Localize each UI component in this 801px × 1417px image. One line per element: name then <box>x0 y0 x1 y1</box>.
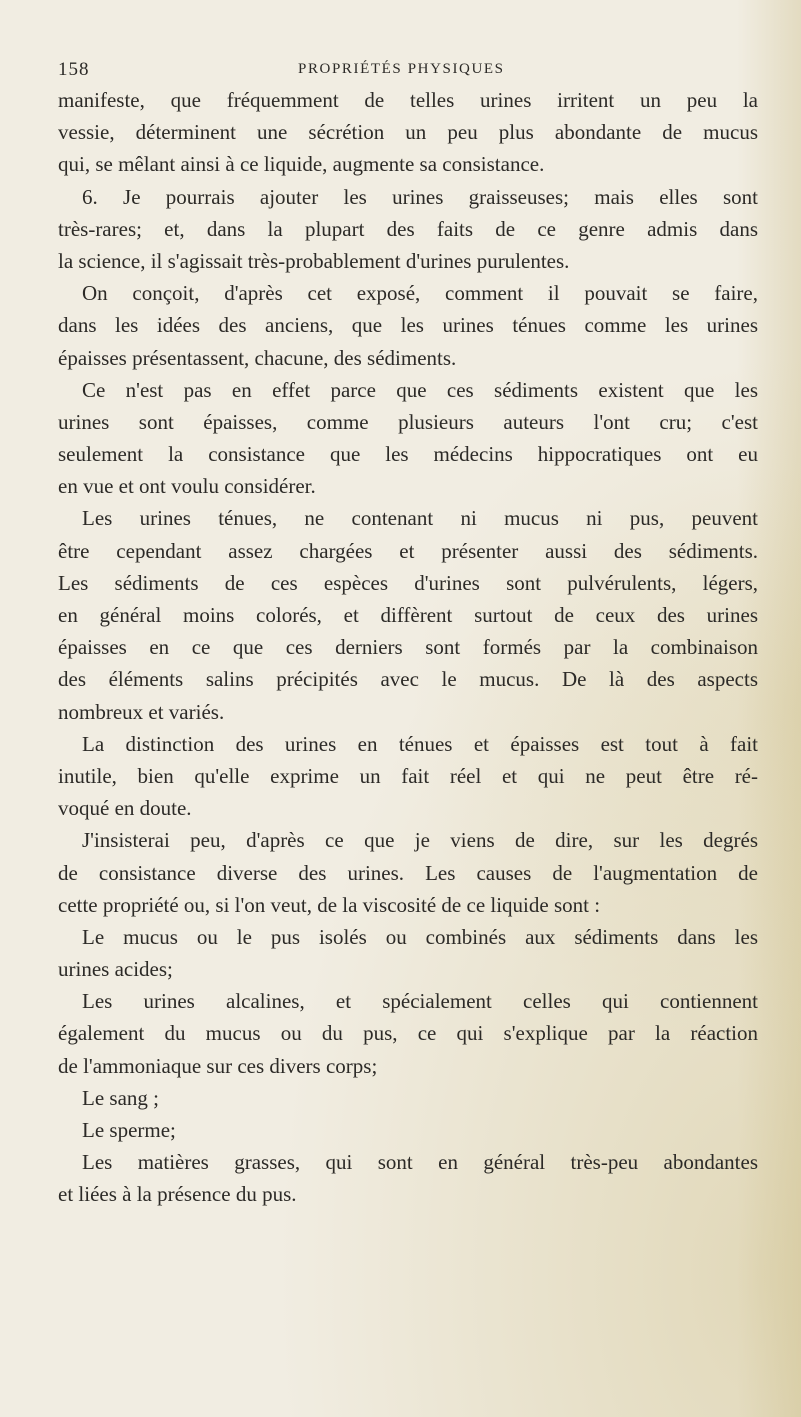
text-line: manifeste, que fréquemment de telles urines irritent un peu la <box>58 88 758 112</box>
text-line: urines acides; <box>58 957 173 982</box>
text-line: en général moins colorés, et diffèrent surtout de ceux des urines <box>58 603 758 627</box>
text-line: qui, se mêlant ainsi à ce liquide, augmente sa consistance. <box>58 152 545 177</box>
text-line: vessie, déterminent une sécrétion un peu plus abondante de mucus <box>58 120 758 145</box>
text-line: Le sang ; <box>82 1085 159 1110</box>
text-line: épaisses en ce que ces derniers sont formés par la combinaison <box>58 635 758 660</box>
text-line: Les matières grasses, qui sont en général très-peu abondantes <box>82 1150 758 1175</box>
text-line: Le mucus ou le pus isolés ou combinés aux sédiments dans les <box>82 924 758 949</box>
text-line: de consistance diverse des urines. Les causes de l'augmentation de <box>58 860 758 885</box>
text-line: voqué en doute. <box>58 796 192 821</box>
text-line: Les sédiments de ces espèces d'urines sont pulvérulents, légers, <box>58 570 758 595</box>
text-line: urines sont épaisses, comme plusieurs auteurs l'ont cru; c'est <box>58 409 758 434</box>
body-text <box>58 84 758 1211</box>
text-line: seulement la consistance que les médecins hippocratiques ont eu <box>58 442 758 467</box>
text-line: très-rares; et, dans la plupart des faits de ce genre admis dans <box>58 216 758 241</box>
text-line: Le sperme; <box>82 1118 176 1142</box>
text-line: Ce n'est pas en effet parce que ces sédiments existent que les <box>82 377 758 402</box>
running-title: PROPRIÉTÉS PHYSIQUES <box>298 61 505 77</box>
text-line: également du mucus ou du pus, ce qui s'explique par la réaction <box>58 1021 758 1046</box>
page-number: 158 <box>58 59 90 80</box>
text-line: Les urines alcalines, et spécialement celles qui contiennent <box>82 989 758 1014</box>
text-line: J'insisterai peu, d'après ce que je viens de dire, sur les degrés <box>82 828 758 853</box>
text-line: On conçoit, d'après cet exposé, comment il pouvait se faire, <box>82 281 758 306</box>
text-line: Les urines ténues, ne contenant ni mucus ni pus, peuvent <box>82 506 758 531</box>
text-line: la science, il s'agissait très-probablement d'urines purulentes. <box>58 248 570 273</box>
text-line: La distinction des urines en ténues et épaisses est tout à fait <box>82 731 758 756</box>
text-line: des éléments salins précipités avec le mucus. De là des aspects <box>58 667 758 692</box>
text-line: 6. Je pourrais ajouter les urines graisseuses; mais elles sont <box>82 184 758 209</box>
text-line: cette propriété ou, si l'on veut, de la viscosité de ce liquide sont : <box>58 892 601 917</box>
text-line: en vue et ont voulu considérer. <box>58 474 316 499</box>
text-line: épaisses présentassent, chacune, des sédiments. <box>58 345 457 370</box>
text-line: dans les idées des anciens, que les urines ténues comme les urines <box>58 313 758 338</box>
text-line: nombreux et variés. <box>58 699 225 724</box>
text-line: de l'ammoniaque sur ces divers corps; <box>58 1053 378 1078</box>
text-line: et liées à la présence du pus. <box>58 1182 297 1207</box>
text-line: être cependant assez chargées et présenter aussi des sédiments. <box>58 538 758 563</box>
text-line: inutile, bien qu'elle exprime un fait réel et qui ne peut être ré- <box>58 763 758 788</box>
running-head <box>52 59 742 85</box>
